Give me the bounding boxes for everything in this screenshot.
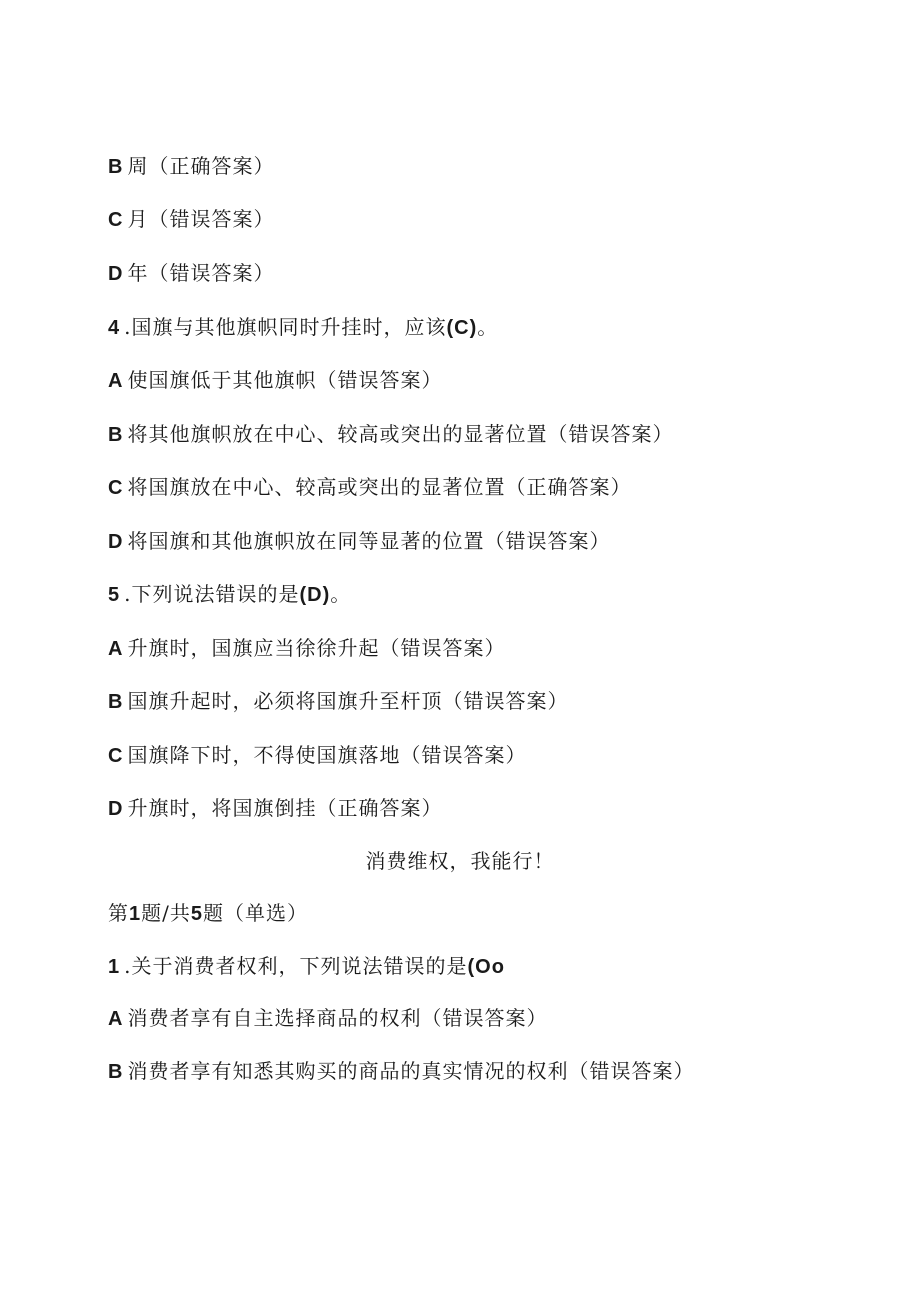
question-progress — [108, 900, 308, 927]
option-text: 升旗时，将国旗倒挂（正确答案） — [127, 796, 443, 820]
progress-mid: 题/共 — [141, 901, 191, 925]
option-letter: A — [108, 370, 124, 392]
progress-prefix: 第 — [108, 901, 129, 925]
answer-key: (C) — [446, 317, 478, 339]
option-text: 周（正确答案） — [127, 154, 275, 178]
question-number: 1 — [108, 956, 121, 978]
option-text: 将国旗放在中心、较高或突出的显著位置（正确答案） — [127, 475, 632, 499]
option-letter: B — [108, 691, 124, 713]
option-line — [108, 153, 274, 180]
option-letter: A — [108, 1008, 124, 1030]
option-letter: B — [108, 424, 124, 446]
question-end: 。 — [330, 582, 352, 606]
option-letter: B — [108, 1061, 124, 1083]
progress-suffix: 题（单选） — [203, 901, 308, 925]
option-line — [108, 421, 673, 448]
option-text: 将国旗和其他旗帜放在同等显著的位置（错误答案） — [127, 529, 611, 553]
option-text: 月（错误答案） — [127, 207, 275, 231]
question-number: 5 — [108, 584, 121, 606]
question-line — [108, 953, 505, 980]
option-letter: C — [108, 745, 124, 767]
progress-current: 1 — [129, 903, 142, 925]
option-line — [108, 742, 526, 769]
answer-key: (D) — [299, 584, 331, 606]
option-letter: D — [108, 263, 124, 285]
option-text: 消费者享有自主选择商品的权利（错误答案） — [127, 1006, 548, 1030]
option-line — [108, 206, 274, 233]
option-text: 消费者享有知悉其购买的商品的真实情况的权利（错误答案） — [127, 1059, 695, 1083]
answer-key: (Oo — [467, 956, 505, 978]
option-text: 使国旗低于其他旗帜（错误答案） — [127, 368, 443, 392]
option-text: 国旗降下时，不得使国旗落地（错误答案） — [127, 743, 527, 767]
option-line — [108, 1005, 547, 1032]
option-line — [108, 528, 610, 555]
option-text: 升旗时，国旗应当徐徐升起（错误答案） — [127, 636, 506, 660]
option-text: 将其他旗帜放在中心、较高或突出的显著位置（错误答案） — [127, 422, 674, 446]
option-line — [108, 795, 442, 822]
option-line — [108, 1058, 694, 1085]
question-line — [108, 314, 498, 341]
question-text: .下列说法错误的是 — [124, 582, 300, 606]
option-line — [108, 474, 631, 501]
option-letter: C — [108, 209, 124, 231]
option-letter: D — [108, 531, 124, 553]
option-letter: D — [108, 798, 124, 820]
question-end: 。 — [477, 315, 499, 339]
option-text: 年（错误答案） — [127, 261, 275, 285]
section-title: 消费维权，我能行！ — [365, 849, 555, 873]
question-line — [108, 581, 351, 608]
option-letter: C — [108, 477, 124, 499]
progress-total: 5 — [190, 903, 203, 925]
question-number: 4 — [108, 317, 121, 339]
option-line — [108, 635, 505, 662]
option-line — [108, 367, 442, 394]
option-line — [108, 260, 274, 287]
option-letter: A — [108, 638, 124, 660]
question-text: .关于消费者权利，下列说法错误的是 — [124, 954, 468, 978]
option-letter: B — [108, 156, 124, 178]
question-text: .国旗与其他旗帜同时升挂时，应该 — [124, 315, 447, 339]
option-text: 国旗升起时，必须将国旗升至杆顶（错误答案） — [127, 689, 569, 713]
option-line — [108, 688, 568, 715]
